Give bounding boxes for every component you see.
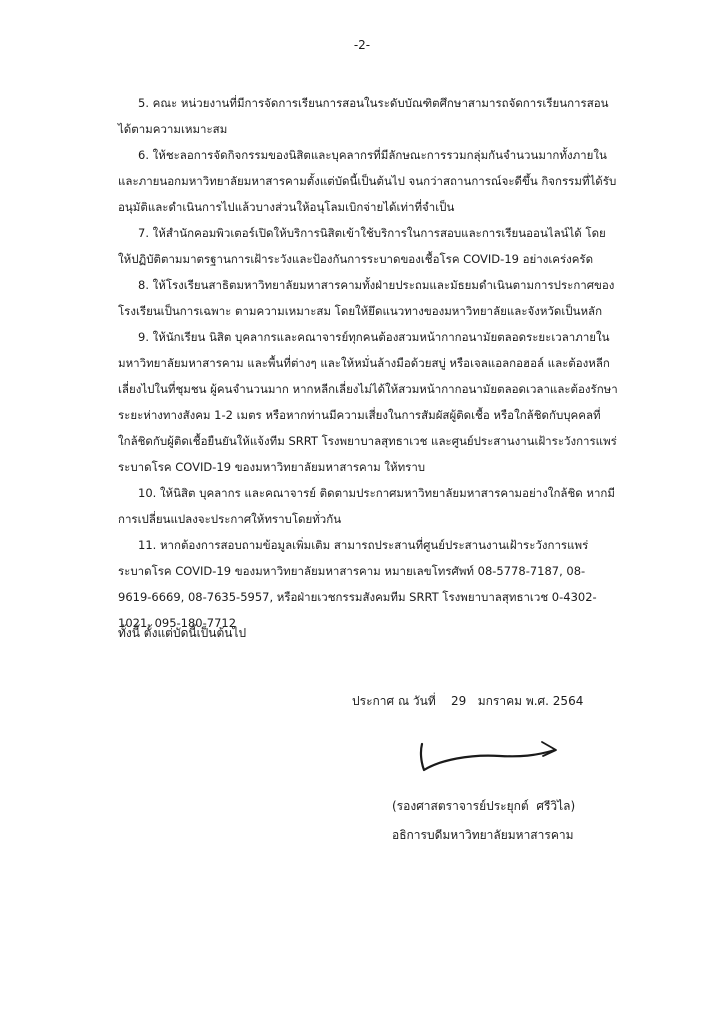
announcement-item-5: 5. คณะ หน่วยงานที่มีการจัดการเรียนการสอนในระดับบัณฑิตศึกษาสามารถจัดการเรียนการสอนได้ตามความเหมาะสม [118,96,609,136]
signer-name: (รองศาสตราจารย์ประยุกต์ ศรีวิไล) [392,799,576,813]
page-number: -2- [353,38,371,52]
signer-title: อธิการบดีมหาวิทยาลัยมหาสารคาม [392,828,574,842]
handwritten-signature [410,730,570,780]
announcement-item-9: 9. ให้นักเรียน นิสิต บุคลากรและคณาจารย์ทุกคนต้องสวมหน้ากากอนามัยตลอดระยะเวลาภายในมหาวิทยาลัยมหาสารคาม และพื้นที่ต่างๆ และให้หมั่นล้างมือด้วยสบู่ หรือเจลแอลกอฮอล์ และต้องหลีกเลี่ยงไปในที่ชุมชน ผู้คนจำนวนมาก หากหลีกเลี่ยงไม่ได้ให้สวมหน้ากากอนามัยตลอดเวลาและต้องรักษาระยะห่างทางสังคม 1-2 เมตร หรือหากท่านมีความเสี่ยงในการสัมผัสผู้ติดเชื้อ หรือใกล้ชิดกับบุคคลที่ใกล้ชิดกับผู้ติดเชื้อยืนยันให้แจ้งทีม SRRT โรงพยาบาลสุทธาเวช และศูนย์ประสานงานเฝ้าระวังการแพร่ระบาดโรค COVID-19 ของมหาวิทยาลัยมหาสารคาม ให้ทราบ [118,330,618,474]
announcement-items [118,90,618,636]
announcement-item-6: 6. ให้ชะลอการจัดกิจกรรมของนิสิตและบุคลากรที่มีลักษณะการรวมกลุ่มกันจำนวนมากทั้งภายในและภายนอกมหาวิทยาลัยมหาสารคามตั้งแต่บัดนี้เป็นต้นไป จนกว่าสถานการณ์จะดีขึ้น กิจกรรมที่ได้รับอนุมัติและดำเนินการไปแล้วบางส่วนให้อนุโลมเบิกจ่ายได้เท่าที่จำเป็น [118,148,617,214]
closing-statement: ทั้งนี้ ตั้งแต่บัดนี้เป็นต้นไป [118,626,247,640]
announcement-item-10: 10. ให้นิสิต บุคลากร และคณาจารย์ ติดตามประกาศมหาวิทยาลัยมหาสารคามอย่างใกล้ชิด หากมีการเปลี่ยนแปลงจะประกาศให้ทราบโดยทั่วกัน [118,486,615,526]
announcement-item-8: 8. ให้โรงเรียนสาธิตมหาวิทยาลัยมหาสารคามทั้งฝ่ายประถมและมัธยมดำเนินตามการประกาศของโรงเรียนเป็นการเฉพาะ ตามความเหมาะสม โดยให้ยึดแนวทางของมหาวิทยาลัยและจังหวัดเป็นหลัก [118,278,615,318]
announcement-date: ประกาศ ณ วันที่ 29 มกราคม พ.ศ. 2564 [352,694,584,708]
announcement-item-11: 11. หากต้องการสอบถามข้อมูลเพิ่มเติม สามารถประสานที่ศูนย์ประสานงานเฝ้าระวังการแพร่ระบาดโรค COVID-19 ของมหาวิทยาลัยมหาสารคาม หมายเลขโทรศัพท์ 08-5778-7187, 08-9619-6669, 08-7635-5957, หรือฝ่ายเวชกรรมสังคมทีม SRRT โรงพยาบาลสุทธาเวช 0-4302-1021, 095-180-7712 [118,538,597,630]
announcement-item-7: 7. ให้สำนักคอมพิวเตอร์เปิดให้บริการนิสิตเข้าใช้บริการในการสอบและการเรียนออนไลน์ได้ โดยให้ปฏิบัติตามมาตรฐานการเฝ้าระวังและป้องกันการระบาดของเชื้อโรค COVID-19 อย่างเคร่งครัด [118,226,606,266]
